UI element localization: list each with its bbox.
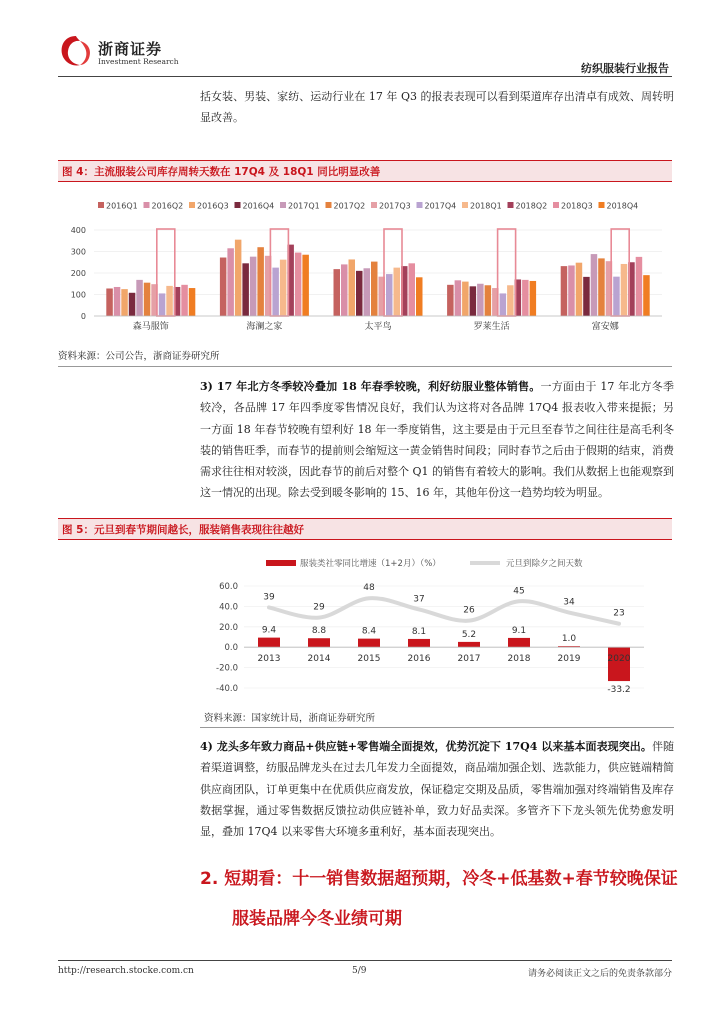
bar xyxy=(561,266,568,316)
figure-5-source: 资料来源：国家统计局，浙商证券研究所 xyxy=(204,713,376,724)
bar xyxy=(371,262,378,316)
footer-url[interactable]: http://research.stocke.com.cn xyxy=(58,966,194,976)
figure-4-source: 资料来源：公司公告，浙商证券研究所 xyxy=(58,351,220,362)
bar xyxy=(643,275,650,316)
legend-swatch xyxy=(599,202,605,208)
x-tick-label: 太平鸟 xyxy=(364,322,392,332)
bar xyxy=(341,264,348,316)
bar xyxy=(447,285,454,316)
bar xyxy=(308,638,330,647)
paragraph-3 xyxy=(200,376,674,504)
legend-swatch xyxy=(189,202,195,208)
line-data-label: 29 xyxy=(313,602,325,613)
x-tick-label: 2013 xyxy=(257,654,281,665)
y-tick-label: 40.0 xyxy=(219,602,238,613)
x-tick-label: 2019 xyxy=(557,654,581,665)
bar-data-label: 8.1 xyxy=(411,626,427,637)
figure-5-chart xyxy=(200,546,674,706)
line-data-label: 23 xyxy=(613,608,625,619)
legend-label: 2016Q1 xyxy=(106,201,138,211)
bar xyxy=(272,268,279,316)
bar-data-label: 9.4 xyxy=(261,625,277,636)
bar xyxy=(576,263,583,316)
x-tick-label: 2015 xyxy=(357,654,381,665)
bar xyxy=(416,277,423,316)
legend-swatch xyxy=(462,202,468,208)
bar xyxy=(166,286,173,316)
bar xyxy=(144,283,151,316)
bar xyxy=(636,257,643,316)
x-tick-label: 罗莱生活 xyxy=(473,322,510,332)
paragraph-4-body: 伴随着渠道调整，纺服品牌龙头在过去几年发力全面提效，商品端加强企划、选款能力，供应链端精简供应商团队，订单更集中在优质供应商发放，保证稳定交期及品质，零售端加强对终端销售及库存数据掌握，通过零售数据反馈拉动供应链补单，致力好品卖深。多管齐下下龙头领先优势愈发明显，叠加 17Q4 以来零售大环境多重利好，基本面表现突出。 xyxy=(200,740,675,839)
bar xyxy=(242,263,249,316)
legend-label: 2017Q1 xyxy=(288,201,320,211)
section-2-heading-line1: 2. 短期看：十一销售数据超预期，冷冬+低基数+春节较晚保证 xyxy=(200,869,678,889)
y-tick-label: 0.0 xyxy=(224,643,238,654)
legend-label: 2018Q4 xyxy=(606,201,639,211)
paragraph-3-body: 一方面由于 17 年北方冬季较冷，各品牌 17 年四季度零售情况良好，我们认为这将对各品牌 17Q4 报表收入带来提振；另一方面 18 年春节较晚有望利好 18 年一季度销售，这主要是由于元旦至春节之间往往是高毛利冬装的销售旺季，而春节的提前则会缩短这一黄金销售时间段；同时春节之后由于假期的结束，消费需求往往相对较淡，因此春节的前后对整个 Q1 的销售有着较大的影响。我们从数据上也能观察到这一情况的出现。除去受到暖冬影响的 15、16 年，其他年份这一趋势均较为明显。 xyxy=(200,380,675,500)
line-data-label: 45 xyxy=(513,586,525,597)
bar xyxy=(235,240,242,316)
legend-label: 2017Q3 xyxy=(379,201,411,211)
figure-4-divider xyxy=(58,366,672,367)
bar xyxy=(568,265,575,316)
paragraph-4-lead: 4) 龙头多年致力商品+供应链+零售端全面提效，优势沉淀下 17Q4 以来基本面表现突出。 xyxy=(200,740,652,753)
bar xyxy=(522,280,529,316)
y-tick-label: -20.0 xyxy=(216,663,238,674)
header-divider xyxy=(58,76,672,77)
bar xyxy=(358,639,380,648)
bar xyxy=(227,248,234,316)
bar xyxy=(455,280,462,316)
bar xyxy=(295,253,302,316)
bar xyxy=(386,274,393,316)
bar xyxy=(250,257,257,316)
intro-paragraph: 括女装、男装、家纺、运动行业在 17 年 Q3 的报表表现可以看到渠道库存出清卓有成效、周转明显改善。 xyxy=(200,90,674,125)
figure-4-title: 图 4：主流服装公司库存周转天数在 17Q4 及 18Q1 同比明显改善 xyxy=(58,160,672,182)
bar xyxy=(507,285,513,316)
bar xyxy=(159,293,166,316)
legend-label: 2018Q2 xyxy=(515,201,548,211)
legend-label: 2016Q3 xyxy=(197,201,229,211)
bar xyxy=(129,293,136,316)
y-tick-label: 60.0 xyxy=(219,582,238,592)
legend-swatch xyxy=(417,202,423,208)
bar-data-label: 8.4 xyxy=(361,626,377,637)
company-name: 浙商证券 xyxy=(98,40,163,58)
report-type: 纺织服装行业报告 xyxy=(581,62,669,75)
legend-swatch xyxy=(553,202,559,208)
bar xyxy=(220,258,227,316)
bar xyxy=(121,289,128,316)
line-data-label: 37 xyxy=(413,594,425,605)
legend-swatch xyxy=(98,202,104,208)
bar xyxy=(462,282,469,316)
bar xyxy=(598,258,605,316)
paragraph-3-lead: 3) 17 年北方冬季较冷叠加 18 年春季较晚，利好纺服业整体销售。 xyxy=(200,380,541,393)
bar-data-label: 1.0 xyxy=(561,634,577,645)
x-tick-label: 富安娜 xyxy=(591,322,619,332)
x-tick-label: 2016 xyxy=(407,654,431,665)
y-tick-label: -40.0 xyxy=(216,684,238,694)
bar xyxy=(394,268,401,316)
bar xyxy=(477,284,484,316)
bar xyxy=(302,255,309,316)
legend-swatch xyxy=(326,202,332,208)
line-data-label: 48 xyxy=(363,583,375,594)
bar xyxy=(364,268,371,316)
bar xyxy=(136,280,143,316)
bar xyxy=(530,281,537,316)
bar-data-label: -33.2 xyxy=(607,685,631,696)
line-data-label: 26 xyxy=(463,605,475,616)
bar-data-label: 8.8 xyxy=(311,626,327,637)
legend-label: 2018Q1 xyxy=(470,201,502,211)
bar xyxy=(106,288,113,316)
bar-data-label: 9.1 xyxy=(511,625,527,636)
y-tick-label: 200 xyxy=(70,269,86,278)
legend-label: 2016Q4 xyxy=(242,201,275,211)
x-tick-label: 2017 xyxy=(457,654,481,665)
bar xyxy=(583,277,590,316)
x-tick-label: 海澜之家 xyxy=(246,322,283,332)
bar xyxy=(470,286,477,316)
bar xyxy=(356,271,363,316)
section-2-heading-line2: 服装品牌今冬业绩可期 xyxy=(232,909,402,929)
bar xyxy=(591,254,598,316)
legend-swatch xyxy=(371,202,377,208)
bar xyxy=(409,263,416,316)
y-tick-label: 300 xyxy=(70,247,86,257)
logo-icon xyxy=(58,34,94,68)
bar xyxy=(334,269,341,316)
legend-swatch xyxy=(508,202,514,208)
company-name-en: Investment Research xyxy=(98,57,179,66)
legend-label: 2018Q3 xyxy=(561,201,593,211)
bar xyxy=(500,293,507,316)
y-tick-label: 400 xyxy=(70,226,86,235)
line-data-label: 39 xyxy=(263,592,275,603)
legend-swatch xyxy=(235,202,241,208)
bar xyxy=(458,642,480,647)
figure-4-chart xyxy=(58,192,672,342)
legend-swatch-bars xyxy=(266,560,296,566)
legend-label-bars: 服装类社零同比增速（1+2月）（%） xyxy=(300,559,441,569)
footer-divider xyxy=(58,960,672,961)
x-tick-label: 森马服饰 xyxy=(132,322,169,332)
x-tick-label: 2018 xyxy=(507,654,531,665)
bar xyxy=(181,285,188,316)
footer-disclaimer: 请务必阅读正文之后的免责条款部分 xyxy=(527,969,672,979)
line-data-label: 34 xyxy=(563,597,575,608)
bar xyxy=(280,260,287,316)
bar xyxy=(408,639,430,647)
y-tick-label: 20.0 xyxy=(219,622,238,633)
legend-label: 2016Q2 xyxy=(151,201,184,211)
figure-5-title: 图 5：元旦到春节期间越长，服装销售表现往往越好 xyxy=(58,518,672,540)
figure-5-divider xyxy=(200,727,674,728)
bar xyxy=(258,638,280,648)
page-number: 5/9 xyxy=(352,966,367,976)
bar xyxy=(114,287,121,316)
bar xyxy=(613,277,620,316)
bar xyxy=(257,247,264,316)
x-tick-label: 2014 xyxy=(307,654,331,665)
bar xyxy=(485,285,492,316)
legend-label: 2017Q2 xyxy=(333,201,366,211)
legend-label-line: 元旦到除夕之间天数 xyxy=(506,559,583,569)
bar xyxy=(189,288,196,316)
bar xyxy=(349,259,356,316)
bar-data-label: 5.2 xyxy=(461,629,477,640)
bar xyxy=(508,638,530,647)
y-tick-label: 0 xyxy=(80,312,86,321)
paragraph-4 xyxy=(200,736,674,842)
y-tick-label: 100 xyxy=(70,290,86,300)
legend-label: 2017Q4 xyxy=(424,201,457,211)
bar xyxy=(621,264,628,316)
legend-swatch xyxy=(280,202,286,208)
x-tick-label: 2020 xyxy=(607,654,631,665)
legend-swatch xyxy=(144,202,150,208)
